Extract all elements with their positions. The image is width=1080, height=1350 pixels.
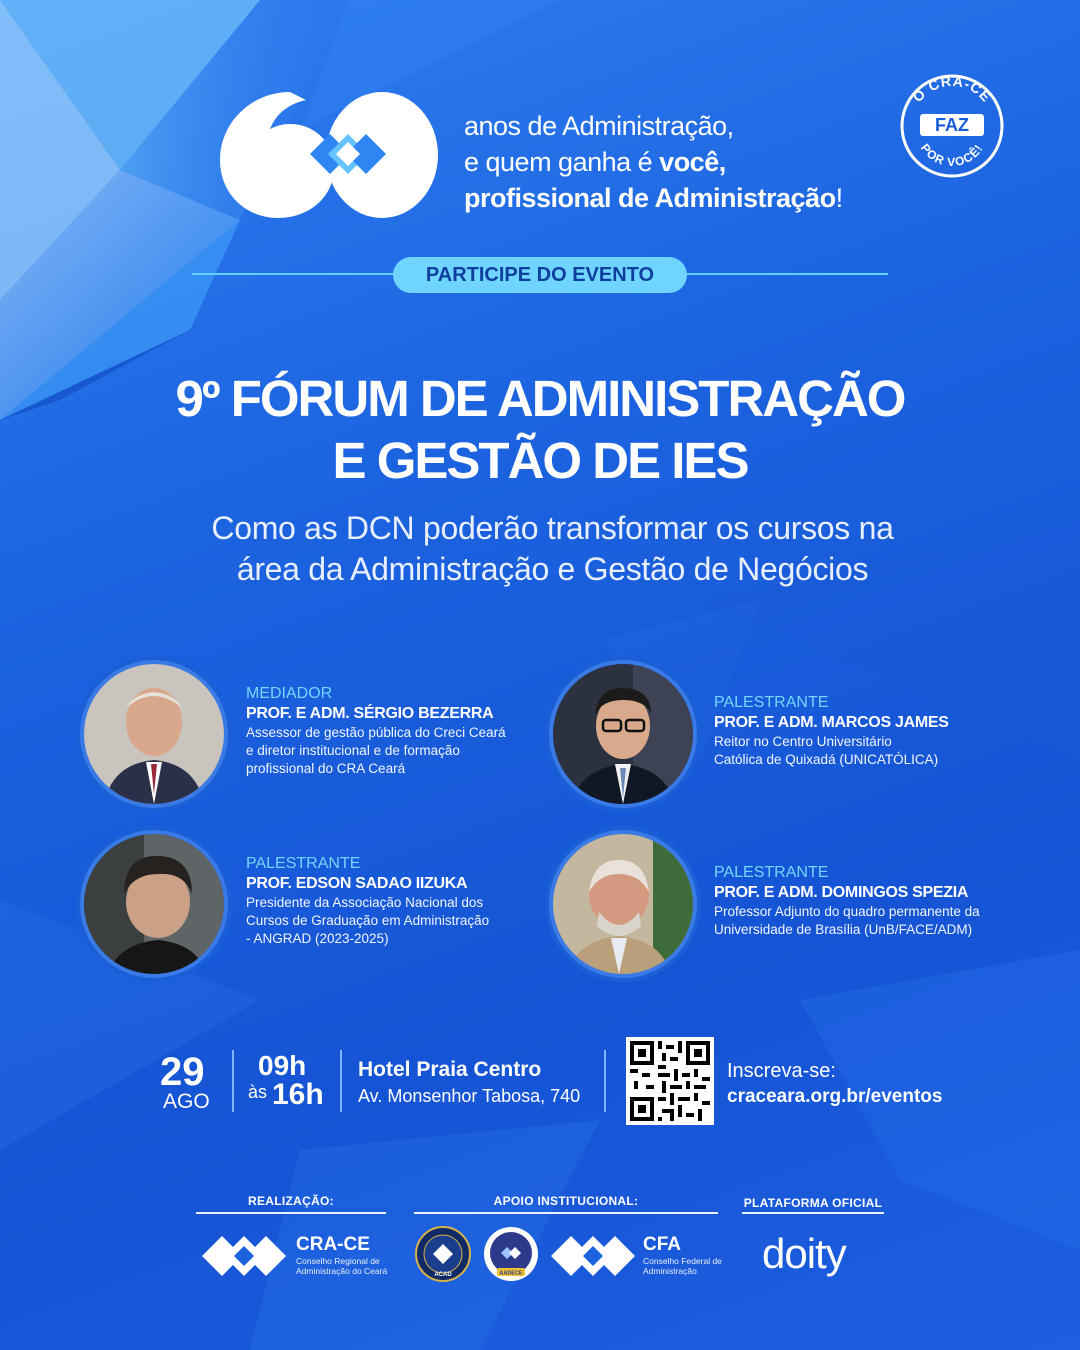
speaker-name: PROF. E ADM. DOMINGOS SPEZIA xyxy=(714,884,969,901)
speaker-desc-line: Reitor no Centro Universitário xyxy=(714,734,892,749)
event-venue: Hotel Praia Centro xyxy=(358,1058,542,1081)
plataforma-label: PLATAFORMA OFICIAL xyxy=(743,1196,883,1210)
realizacao-label: REALIZAÇÃO: xyxy=(248,1194,334,1208)
cfa-subtitle-1: Conselho Federal de xyxy=(643,1256,722,1266)
stamp-bottom-text: POR VOCÊ! xyxy=(917,141,987,170)
event-subtitle xyxy=(60,508,1045,590)
speaker-desc-line: Professor Adjunto do quadro permanente da xyxy=(714,904,980,919)
event-title-line-2: E GESTÃO DE IES xyxy=(332,432,748,489)
aadece-seal-label: AADECE xyxy=(499,1270,523,1277)
speaker-photo-marcos xyxy=(549,660,697,808)
svg-text:POR VOCÊ! xyxy=(918,141,986,169)
speaker-role: MEDIADOR xyxy=(246,685,333,702)
stamp-top-text: O CRA-CE xyxy=(909,72,995,106)
speaker-desc-line: - ANGRAD (2023-2025) xyxy=(246,931,389,946)
tagline-line-1: anos de Administração, xyxy=(464,111,734,141)
speaker-desc-line: Assessor de gestão pública do Creci Ceará xyxy=(246,725,506,740)
event-address: Av. Monsenhor Tabosa, 740 xyxy=(358,1086,581,1106)
divider xyxy=(604,1050,606,1112)
cra-ce-subtitle-1: Conselho Regional de xyxy=(296,1256,380,1266)
cra-ce-logo-text xyxy=(296,1234,387,1276)
acad-seal-logo xyxy=(415,1226,471,1282)
cra-ce-name: CRA-CE xyxy=(296,1234,370,1255)
cfa-logo-text xyxy=(643,1234,722,1276)
event-date-month: AGO xyxy=(163,1090,210,1113)
tagline-line-3 xyxy=(464,180,843,216)
speaker-desc-line: Universidade de Brasília (UnB/FACE/ADM) xyxy=(714,922,973,937)
signup-link[interactable]: craceara.org.br/eventos xyxy=(727,1086,943,1107)
event-date-day: 29 xyxy=(160,1050,205,1094)
tagline-line-3-suffix: ! xyxy=(835,183,843,213)
speaker-desc-line: Católica de Quixadá (UNICATÓLICA) xyxy=(714,752,939,767)
cra-ce-logo-mark xyxy=(202,1236,286,1276)
divider xyxy=(196,1212,386,1214)
participe-badge: PARTICIPE DO EVENTO xyxy=(393,257,687,293)
speaker-desc-line: Cursos de Graduação em Administração xyxy=(246,913,490,928)
stamp-middle-text: FAZ xyxy=(935,115,969,135)
anniversary-60-logo xyxy=(212,88,442,220)
svg-text:O CRA-CE xyxy=(909,73,995,105)
speaker-name: PROF. EDSON SADAO IIZUKA xyxy=(246,875,468,892)
cfa-name: CFA xyxy=(643,1234,681,1255)
tagline-line-3-bold: profissional de Administração xyxy=(464,183,836,213)
speaker-info-domingos xyxy=(714,863,1044,939)
speaker-info-edson xyxy=(246,854,546,948)
divider xyxy=(414,1212,718,1214)
speaker-name: PROF. E ADM. MARCOS JAMES xyxy=(714,714,949,731)
speaker-desc-line: profissional do CRA Ceará xyxy=(246,761,406,776)
divider xyxy=(340,1050,342,1112)
cra-ce-subtitle-2: Administração do Ceará xyxy=(296,1266,388,1276)
speaker-photo-domingos xyxy=(549,830,697,978)
event-title xyxy=(60,368,1020,492)
speaker-role: PALESTRANTE xyxy=(246,855,361,872)
event-title-line-1: 9º FÓRUM DE ADMINISTRAÇÃO xyxy=(175,370,905,427)
signup-qr-code[interactable] xyxy=(626,1037,714,1125)
speaker-name: PROF. E ADM. SÉRGIO BEZERRA xyxy=(246,705,494,722)
tagline-line-2-bold: você, xyxy=(659,147,726,177)
cra-ce-stamp-badge xyxy=(898,72,1006,180)
speaker-role: PALESTRANTE xyxy=(714,694,829,711)
divider xyxy=(232,1050,234,1112)
speaker-photo-sergio xyxy=(80,660,228,808)
event-subtitle-line-2: área da Administração e Gestão de Negócios xyxy=(236,551,869,587)
tagline-line-2-prefix: e quem ganha é xyxy=(464,147,660,177)
event-start-time: 09h xyxy=(258,1050,307,1081)
signup-label: Inscreva-se: xyxy=(727,1060,836,1082)
cfa-subtitle-2: Administração xyxy=(643,1266,697,1276)
speaker-info-marcos xyxy=(714,693,1034,769)
cfa-logo-mark xyxy=(551,1236,635,1276)
speaker-photo-edson xyxy=(80,830,228,978)
speaker-role: PALESTRANTE xyxy=(714,864,829,881)
doity-logo: doity xyxy=(762,1230,846,1277)
acad-seal-label: ACAD xyxy=(434,1272,452,1278)
apoio-label: APOIO INSTITUCIONAL: xyxy=(493,1194,639,1208)
tagline-line-2 xyxy=(464,144,843,180)
speaker-desc-line: e diretor institucional e de formação xyxy=(246,743,460,758)
anniversary-tagline xyxy=(464,108,843,216)
speaker-info-sergio xyxy=(246,684,546,778)
divider xyxy=(742,1212,884,1214)
speaker-desc-line: Presidente da Associação Nacional dos xyxy=(246,895,484,910)
event-time-connector: às xyxy=(248,1082,268,1102)
aadece-seal-logo xyxy=(483,1226,539,1282)
event-subtitle-line-1: Como as DCN poderão transformar os cursos na xyxy=(211,510,894,546)
event-end-time: 16h xyxy=(272,1078,324,1111)
